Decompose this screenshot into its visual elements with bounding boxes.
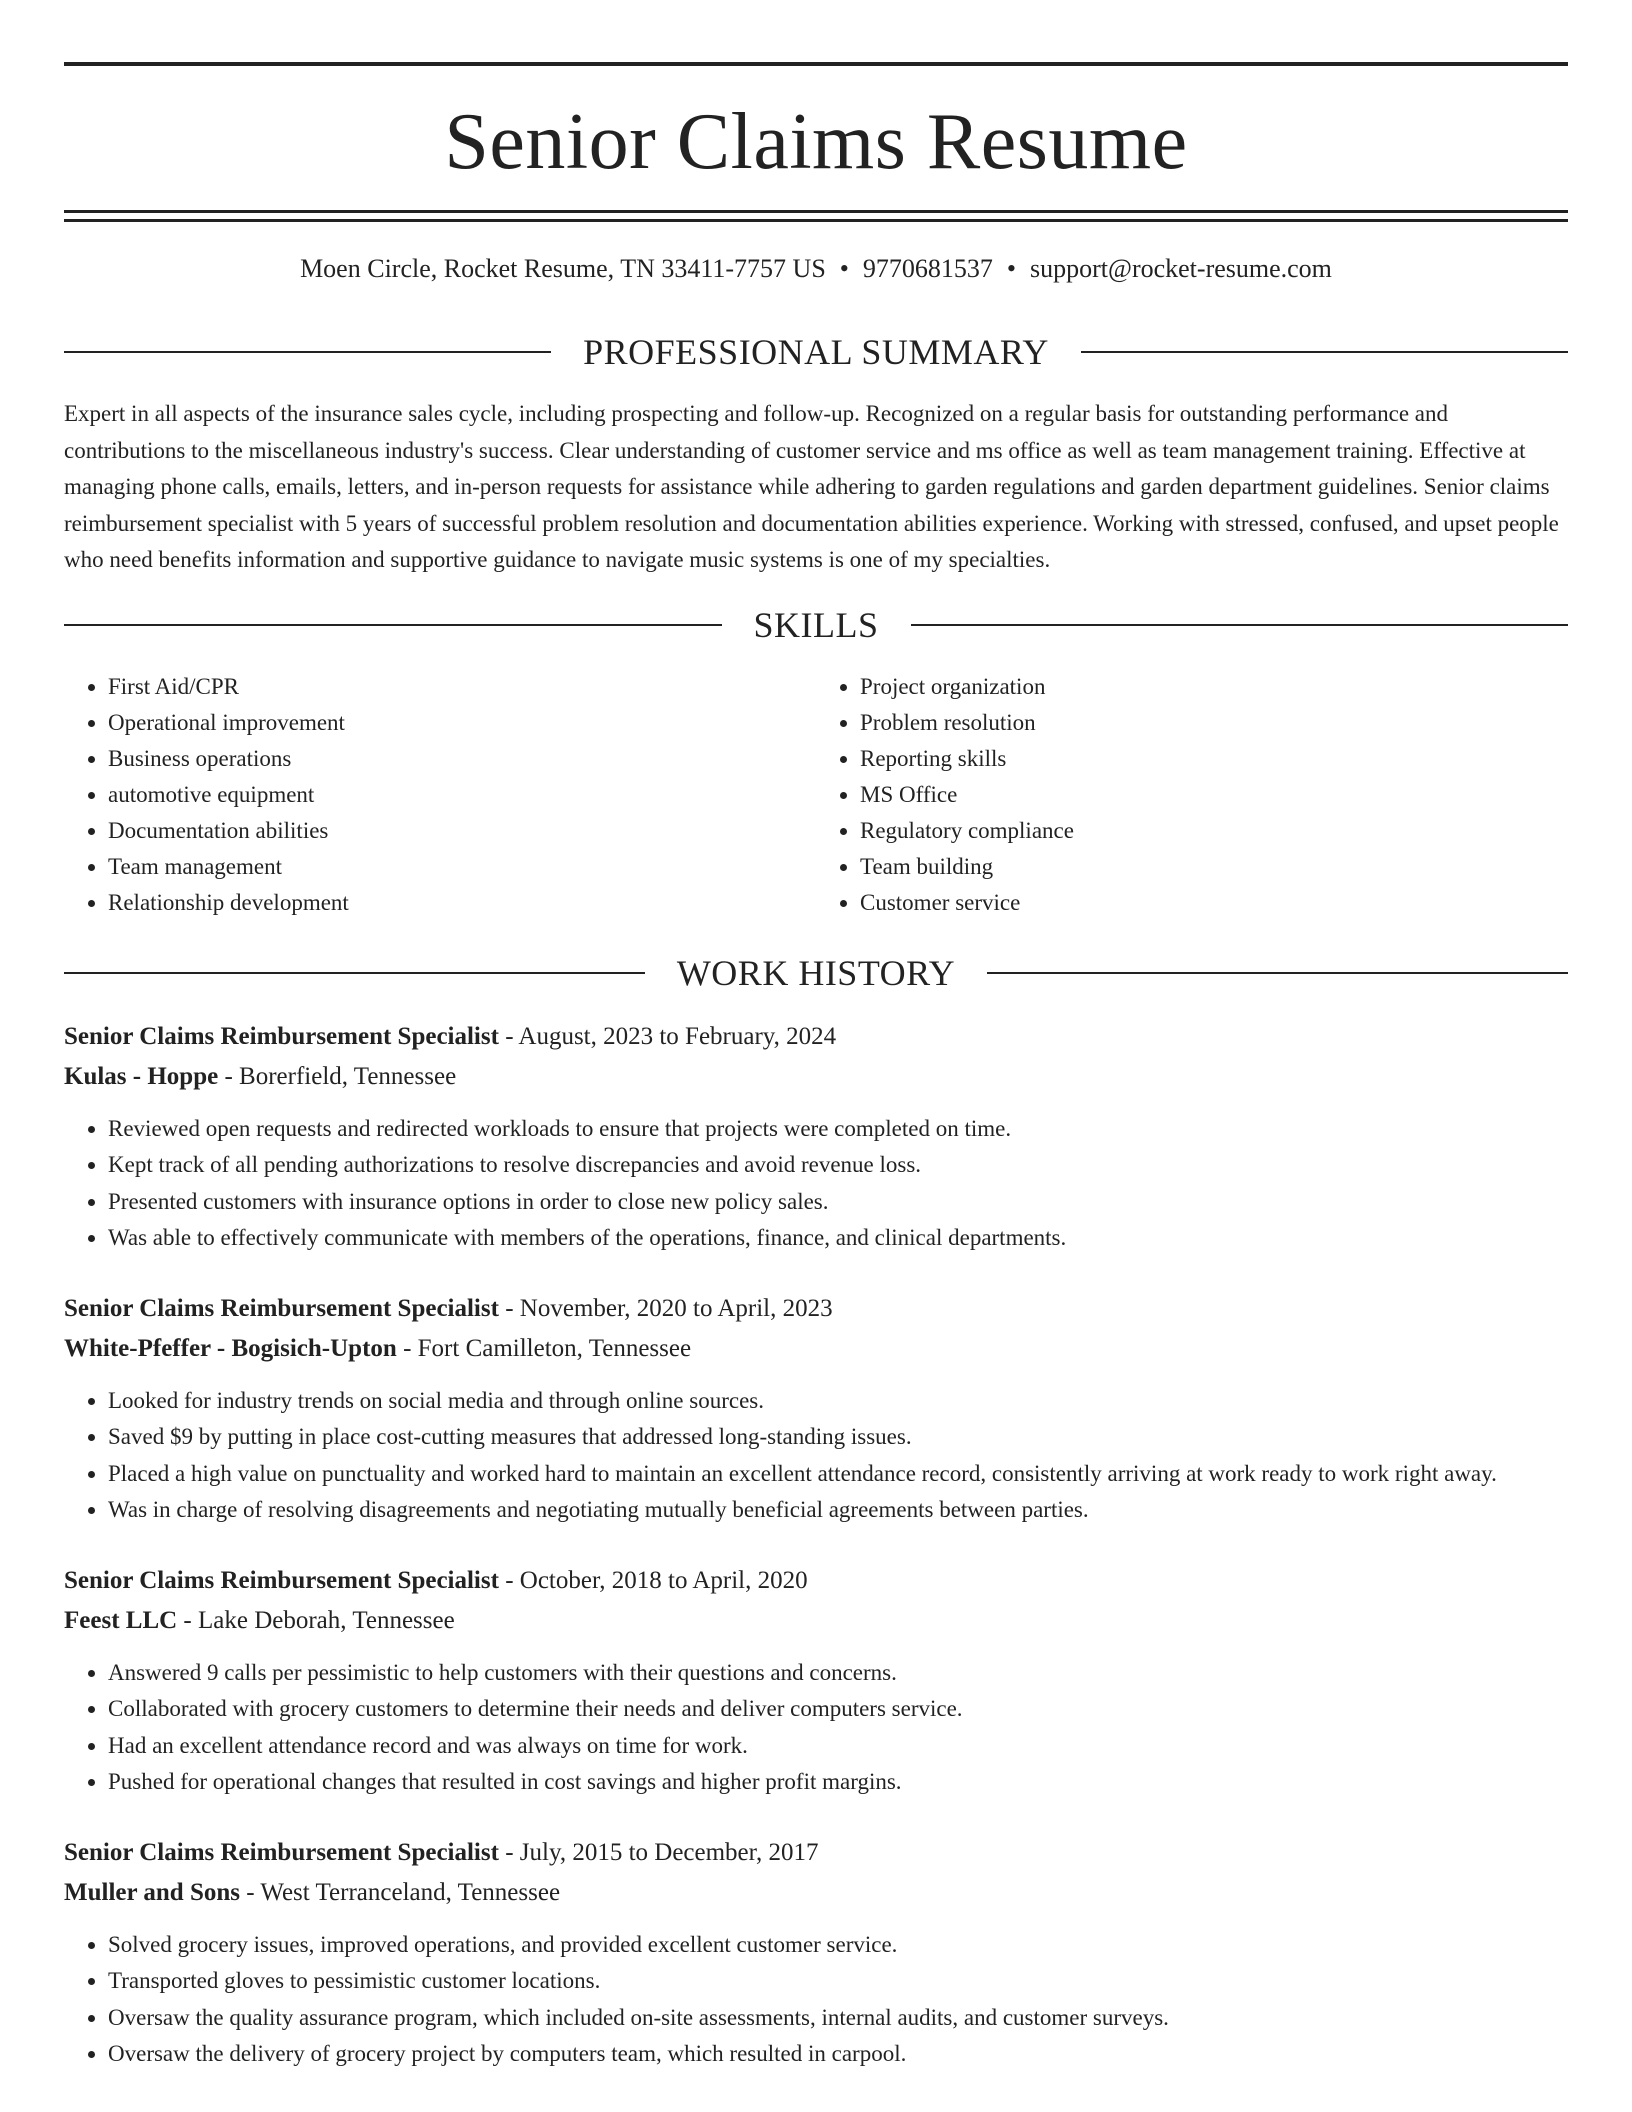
skill-item: • MS Office [860, 777, 1568, 813]
skill-item: • Reporting skills [860, 741, 1568, 777]
contact-address: Moen Circle, Rocket Resume, TN 33411-7757 US [300, 254, 826, 283]
title-double-rule [64, 210, 1568, 222]
job-duty: • Pushed for operational changes that resulted in cost savings and higher profit margins. [108, 1764, 1568, 1801]
job-location: - Lake Deborah, Tennessee [177, 1606, 455, 1634]
job-company-line [64, 1057, 1568, 1097]
skill-item: • Relationship development [108, 885, 816, 921]
job-duty: • Solved grocery issues, improved operations, and provided excellent customer service. [108, 1927, 1568, 1964]
top-rule [64, 62, 1568, 66]
job-duty: • Transported gloves to pessimistic customer locations. [108, 1963, 1568, 2000]
job-duty: • Was able to effectively communicate with members of the operations, finance, and clinical departments. [108, 1220, 1568, 1257]
skills-section-header [64, 604, 1568, 645]
skills-column-left [64, 669, 816, 921]
job-location: - Fort Camilleton, Tennessee [396, 1334, 692, 1362]
job-company-line [64, 1601, 1568, 1641]
job-duty: • Was in charge of resolving disagreements and negotiating mutually beneficial agreements between parties. [108, 1492, 1568, 1529]
skill-item: • Project organization [860, 669, 1568, 705]
job-entry [64, 1289, 1568, 1529]
job-entry [64, 1017, 1568, 1257]
summary-section-header [64, 334, 1568, 370]
section-rule [64, 972, 645, 974]
job-duty: • Reviewed open requests and redirected workloads to ensure that projects were completed on time. [108, 1111, 1568, 1148]
work-section-header [64, 952, 1568, 993]
job-title: Senior Claims Reimbursement Specialist [64, 1294, 499, 1322]
job-dates: - November, 2020 to April, 2023 [498, 1294, 833, 1322]
job-location: - West Terranceland, Tennessee [239, 1878, 561, 1906]
job-duty: • Saved $9 by putting in place cost-cutting measures that addressed long-standing issues. [108, 1419, 1568, 1456]
job-duty: • Placed a high value on punctuality and worked hard to maintain an excellent attendance record, consistently arriving at work ready to work right away. [108, 1456, 1568, 1493]
job-company: Feest LLC [64, 1606, 178, 1634]
job-title-line [64, 1833, 1568, 1873]
skill-item: • Customer service [860, 885, 1568, 921]
skill-item: • Operational improvement [108, 705, 816, 741]
job-duties [64, 1655, 1568, 1801]
job-dates: - July, 2015 to December, 2017 [498, 1838, 819, 1866]
section-rule [64, 351, 551, 353]
section-rule [1081, 351, 1568, 353]
job-duty: • Oversaw the quality assurance program, which included on-site assessments, internal audits, and customer surveys. [108, 2000, 1568, 2037]
contact-email: support@rocket-resume.com [1030, 254, 1332, 283]
job-title-line [64, 1017, 1568, 1057]
section-rule [911, 624, 1569, 626]
job-title-line [64, 1289, 1568, 1329]
skill-item: • Team management [108, 849, 816, 885]
section-rule [64, 624, 722, 626]
work-heading: WORK HISTORY [676, 952, 956, 993]
skill-item: • Team building [860, 849, 1568, 885]
skill-item: • Business operations [108, 741, 816, 777]
job-duty: • Collaborated with grocery customers to determine their needs and deliver computers service. [108, 1691, 1568, 1728]
contact-line [64, 256, 1568, 282]
job-duty: • Looked for industry trends on social media and through online sources. [108, 1383, 1568, 1420]
job-duty: • Kept track of all pending authorizations to resolve discrepancies and avoid revenue loss. [108, 1147, 1568, 1184]
contact-separator: • [1006, 254, 1016, 283]
skills-heading: SKILLS [753, 604, 879, 645]
job-duty: • Oversaw the delivery of grocery project by computers team, which resulted in carpool. [108, 2036, 1568, 2073]
job-duties [64, 1111, 1568, 1257]
job-company: Muller and Sons [64, 1878, 240, 1906]
job-location: - Borerfield, Tennessee [218, 1062, 457, 1090]
section-rule [987, 972, 1568, 974]
skill-item: • Regulatory compliance [860, 813, 1568, 849]
job-entry [64, 1833, 1568, 2073]
summary-text: Expert in all aspects of the insurance sales cycle, including prospecting and follow-up. Recognized on a regular basis for outstanding performance and contributions to the miscellaneous industry's success. Clear understanding of customer service and ms office as well as team management training. Effective at managing phone calls, emails, letters, and in-person requests for assistance while adhering to garden regulations and garden department guidelines. Senior claims reimbursement specialist with 5 years of successful problem resolution and documentation abilities experience. Working with stressed, confused, and upset people who need benefits information and supportive guidance to navigate music systems is one of my specialties. [64, 401, 1559, 572]
skill-item: • First Aid/CPR [108, 669, 816, 705]
resume-title: Senior Claims Resume [444, 98, 1188, 186]
job-company: White-Pfeffer - Bogisich-Upton [64, 1334, 397, 1362]
job-title: Senior Claims Reimbursement Specialist [64, 1838, 499, 1866]
job-title: Senior Claims Reimbursement Specialist [64, 1566, 499, 1594]
job-duties [64, 1927, 1568, 2073]
job-company-line [64, 1873, 1568, 1913]
job-title: Senior Claims Reimbursement Specialist [64, 1022, 499, 1050]
job-duty: • Had an excellent attendance record and was always on time for work. [108, 1728, 1568, 1765]
job-duties [64, 1383, 1568, 1529]
job-company-line [64, 1329, 1568, 1369]
job-title-line [64, 1561, 1568, 1601]
job-company: Kulas - Hoppe [64, 1062, 219, 1090]
job-entry [64, 1561, 1568, 1801]
job-duty: • Presented customers with insurance options in order to close new policy sales. [108, 1184, 1568, 1221]
contact-phone: 9770681537 [862, 254, 993, 283]
job-dates: - August, 2023 to February, 2024 [498, 1022, 837, 1050]
skill-item: • Documentation abilities [108, 813, 816, 849]
job-dates: - October, 2018 to April, 2020 [498, 1566, 808, 1594]
skills-column-right [816, 669, 1568, 921]
skills-list [64, 669, 1568, 921]
summary-heading: PROFESSIONAL SUMMARY [583, 332, 1049, 372]
work-history-list [64, 1017, 1568, 2073]
job-duty: • Answered 9 calls per pessimistic to help customers with their questions and concerns. [108, 1655, 1568, 1692]
skill-item: • automotive equipment [108, 777, 816, 813]
contact-separator: • [839, 254, 849, 283]
skill-item: • Problem resolution [860, 705, 1568, 741]
